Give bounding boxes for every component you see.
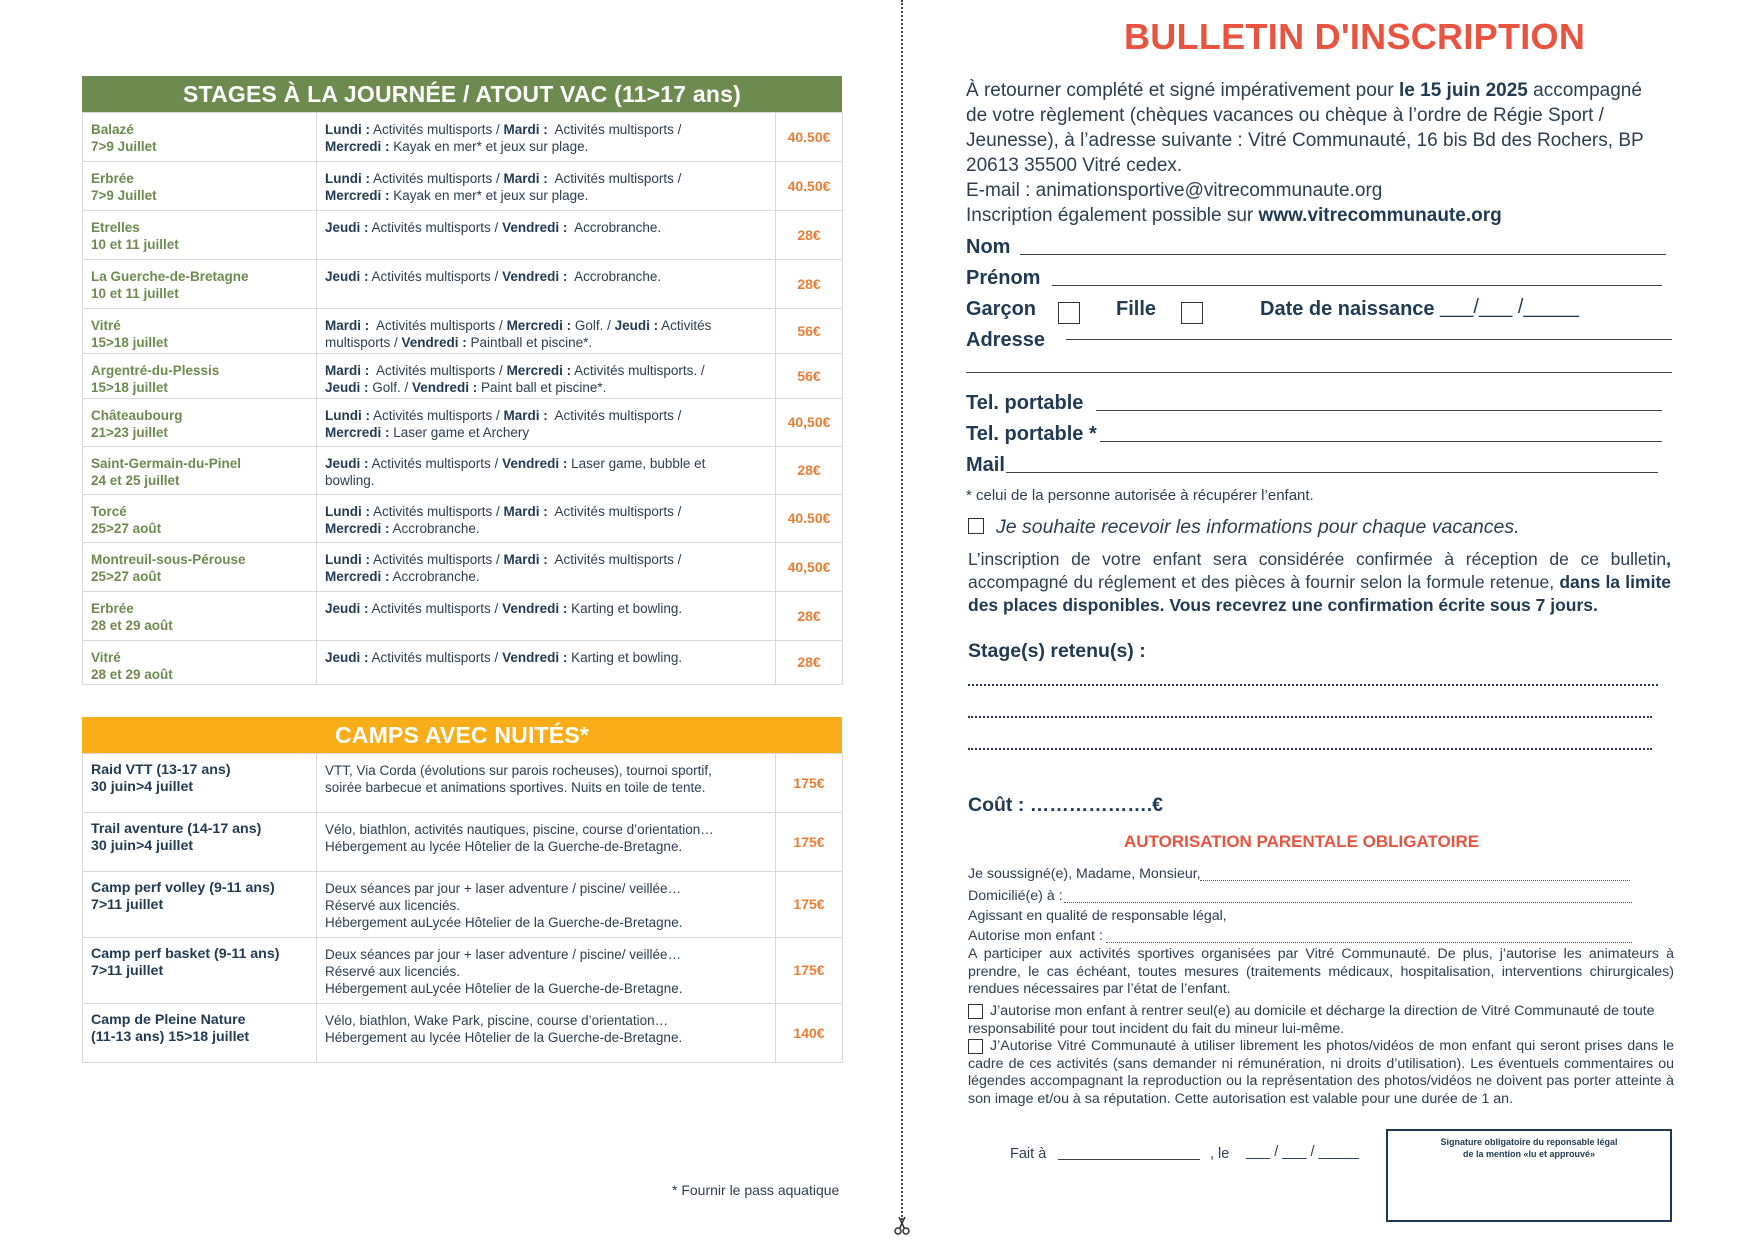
activity-text: Activités multisports /	[547, 408, 682, 423]
stage-activities	[317, 495, 776, 543]
fille-checkbox[interactable]	[1181, 302, 1203, 324]
activity-text: Activités multisports /	[368, 601, 503, 616]
activity-text: Laser game et Archery	[389, 425, 530, 440]
activity-day: Mardi :	[325, 318, 370, 333]
stage-price: 40.50€	[776, 495, 843, 543]
activity-line	[325, 187, 767, 204]
aquatic-footnote: * Fournir le pass aquatique	[672, 1182, 840, 1198]
camp-line: Deux séances par jour + laser adventure / piscine/ veillée…	[325, 947, 682, 962]
stage-place: Saint-Germain-du-Pinel	[91, 456, 242, 471]
stage-place: La Guerche-de-Bretagne	[91, 269, 249, 284]
stage-dates: 25>27 août	[91, 569, 162, 584]
soussigne-field[interactable]	[1200, 880, 1630, 881]
camp-line: Hébergement auLycée Hôtelier de la Guerche-de-Bretagne.	[325, 981, 683, 996]
stage-line-3[interactable]	[968, 748, 1652, 750]
stage-activities	[317, 399, 776, 447]
fait-a-label: Fait à	[1010, 1146, 1047, 1162]
stage-dates: 7>9 Juillet	[91, 139, 157, 154]
garcon-checkbox[interactable]	[1058, 302, 1080, 324]
camp-title: Raid VTT (13-17 ans)	[91, 762, 231, 778]
activity-line	[325, 649, 767, 666]
activity-line	[325, 317, 767, 334]
activity-text: Activités multisports /	[547, 122, 682, 137]
activity-text: Kayak en mer* et jeux sur plage.	[389, 139, 589, 154]
table-row	[83, 938, 843, 1004]
activity-text: Activités multisports /	[368, 456, 503, 471]
website-link[interactable]: www.vitrecommunaute.org	[1258, 205, 1502, 226]
signature-line-2: de la mention «lu et approuvé»	[1462, 1149, 1596, 1159]
activity-line	[325, 268, 767, 285]
activity-day: Vendredi :	[502, 269, 568, 284]
activity-day: Lundi :	[325, 171, 370, 186]
fille-label: Fille	[1116, 298, 1157, 320]
activity-day: Vendredi :	[502, 601, 568, 616]
activity-line	[325, 170, 767, 187]
camp-name	[83, 1004, 317, 1063]
camp-name	[83, 938, 317, 1004]
stage-price: 56€	[776, 354, 843, 399]
stage-location	[83, 641, 317, 685]
stage-line-2[interactable]	[968, 716, 1652, 718]
activity-text: Activités multisports /	[547, 504, 682, 519]
stage-location	[83, 592, 317, 641]
stage-location	[83, 447, 317, 495]
activity-text: Accrobranche.	[567, 269, 662, 284]
stage-location	[83, 495, 317, 543]
stage-price: 56€	[776, 309, 843, 354]
table-row	[83, 309, 843, 354]
stage-price: 28€	[776, 260, 843, 309]
stage-location	[83, 211, 317, 260]
soussigne-label: Je soussigné(e), Madame, Monsieur,	[968, 866, 1201, 882]
activity-line	[325, 334, 767, 351]
activity-line	[325, 379, 767, 396]
tel-label: Tel. portable	[966, 392, 1084, 414]
adresse-label: Adresse	[966, 329, 1045, 351]
activity-day: Vendredi :	[401, 335, 467, 350]
stage-price: 40,50€	[776, 543, 843, 592]
activity-text: Golf. /	[571, 318, 615, 333]
email-line: E-mail : animationsportive@vitrecommunaute.org	[966, 180, 1383, 201]
camp-dates: 30 juin>4 juillet	[91, 779, 194, 795]
activity-line	[325, 219, 767, 236]
activity-text: Accrobranche.	[389, 521, 480, 536]
stage-activities	[317, 447, 776, 495]
activity-text: Accrobranche.	[389, 569, 480, 584]
activity-day: Mercredi :	[506, 363, 572, 378]
activity-day: Jeudi :	[325, 269, 369, 284]
activity-line	[325, 121, 767, 138]
stage-place: Balazé	[91, 122, 134, 137]
activity-text: Activités multisports /	[369, 363, 507, 378]
activity-line	[325, 520, 767, 537]
activity-day: Lundi :	[325, 504, 370, 519]
activity-text: Activités multisports /	[547, 552, 682, 567]
camp-line: VTT, Via Corda (évolutions sur parois rocheuses), tournoi sportif,	[325, 763, 712, 778]
activity-line	[325, 138, 767, 155]
stage-activities	[317, 641, 776, 685]
stage-location	[83, 162, 317, 211]
prenom-label: Prénom	[966, 267, 1041, 289]
date-field[interactable]: ___ / ___ / _____	[1246, 1144, 1359, 1160]
activity-text: Activités multisports /	[369, 552, 504, 567]
activity-day: Mercredi :	[325, 425, 390, 440]
camp-dates: 7>11 juillet	[91, 963, 164, 979]
camp-line: Deux séances par jour + laser adventure / piscine/ veillée…	[325, 881, 682, 896]
activity-text: Activités multisports /	[369, 171, 504, 186]
activity-day: Mercredi :	[325, 569, 390, 584]
camps-table	[82, 753, 843, 1063]
domicile-label: Domicilié(e) à :	[968, 888, 1063, 904]
nom-label: Nom	[966, 236, 1011, 258]
camps-header: CAMPS AVEC NUITÉS*	[82, 717, 842, 753]
stage-location	[83, 399, 317, 447]
activity-text: bowling.	[325, 473, 375, 488]
confirm-part-3: dans la limite des places disponibles. Vous recevrez une confirmation écrite sous 7 jours.	[968, 572, 1672, 615]
left-page	[82, 76, 842, 1063]
info-checkbox[interactable]	[968, 518, 984, 534]
camp-description	[317, 1004, 776, 1063]
camp-price: 175€	[776, 754, 843, 813]
intro-line-4: 20613 35500 Vitré cedex.	[966, 155, 1183, 176]
activity-text: Activités multisports /	[369, 122, 504, 137]
asterisk-note: * celui de la personne autorisée à récupérer l’enfant.	[966, 487, 1314, 504]
stage-line-1[interactable]	[968, 684, 1658, 686]
camp-name	[83, 754, 317, 813]
activity-day: Lundi :	[325, 552, 370, 567]
stage-place: Vitré	[91, 318, 121, 333]
activity-line	[325, 472, 767, 489]
activity-text: Activités multisports /	[547, 171, 682, 186]
autorise-field[interactable]	[1106, 942, 1632, 943]
table-row	[83, 592, 843, 641]
camp-description	[317, 813, 776, 872]
table-row	[83, 872, 843, 938]
activity-text: Activités multisports. /	[571, 363, 705, 378]
activity-day: Mardi :	[503, 504, 548, 519]
activity-day: Jeudi :	[614, 318, 659, 333]
activity-day: Mardi :	[325, 363, 370, 378]
activity-line	[325, 424, 767, 441]
stage-activities	[317, 260, 776, 309]
camp-name	[83, 872, 317, 938]
activity-text: Laser game, bubble et	[567, 456, 706, 471]
garcon-label: Garçon	[966, 298, 1037, 320]
stage-dates: 15>18 juillet	[91, 335, 168, 350]
camp-title: Trail aventure (14-17 ans)	[91, 821, 262, 837]
signature-line-1: Signature obligatoire du reponsable légal	[1440, 1137, 1618, 1147]
stage-dates: 7>9 Juillet	[91, 188, 157, 203]
camp-line: Vélo, biathlon, activités nautiques, piscine, course d’orientation…	[325, 822, 714, 837]
scissors-icon	[892, 1216, 912, 1236]
stage-location	[83, 260, 317, 309]
table-row	[83, 754, 843, 813]
activity-day: Lundi :	[325, 122, 370, 137]
activity-text: Golf. /	[368, 380, 413, 395]
activity-day: Mercredi :	[325, 521, 390, 536]
camp-line: Réservé aux licenciés.	[325, 898, 461, 913]
stage-dates: 10 et 11 juillet	[91, 286, 179, 301]
camp-price: 175€	[776, 872, 843, 938]
table-row	[83, 813, 843, 872]
activity-day: Jeudi :	[325, 456, 369, 471]
camp-price: 175€	[776, 938, 843, 1004]
intro-line-1-end: accompagné	[1527, 80, 1642, 101]
stage-activities	[317, 543, 776, 592]
stage-activities	[317, 354, 776, 399]
adresse-field-1[interactable]	[1066, 339, 1672, 340]
stages-header: STAGES À LA JOURNÉE / ATOUT VAC (11>17 ans)	[82, 76, 842, 112]
stage-location	[83, 543, 317, 592]
mail-field[interactable]	[1006, 472, 1658, 473]
stage-dates: 25>27 août	[91, 521, 162, 536]
table-row	[83, 495, 843, 543]
activity-day: Mercredi :	[506, 318, 572, 333]
stage-place: Vitré	[91, 650, 121, 665]
intro-text	[966, 78, 1671, 228]
stage-dates: 15>18 juillet	[91, 380, 168, 395]
stage-dates: 24 et 25 juillet	[91, 473, 180, 488]
domicile-field[interactable]	[1064, 902, 1632, 903]
signature-caption	[1388, 1136, 1670, 1160]
activity-text: Paintball et piscine*.	[466, 335, 593, 350]
activity-text: Activités multisports /	[369, 318, 507, 333]
table-row	[83, 641, 843, 685]
camp-line: soirée barbecue et animations sportives. Nuits en toile de tente.	[325, 780, 706, 795]
stage-activities	[317, 592, 776, 641]
stages-table	[82, 112, 843, 685]
stage-activities	[317, 113, 776, 162]
activity-line	[325, 568, 767, 585]
table-row	[83, 447, 843, 495]
activity-day: Mardi :	[503, 408, 548, 423]
activity-day: Jeudi :	[325, 220, 369, 235]
activity-line	[325, 407, 767, 424]
camp-description	[317, 938, 776, 1004]
stage-dates: 28 et 29 août	[91, 667, 173, 682]
info-option-label: Je souhaite recevoir les informations pour chaque vacances.	[996, 516, 1520, 538]
stage-price: 28€	[776, 592, 843, 641]
table-row	[83, 211, 843, 260]
activity-text: Paint ball et piscine*.	[477, 380, 607, 395]
table-row	[83, 162, 843, 211]
stage-dates: 10 et 11 juillet	[91, 237, 179, 252]
stage-place: Erbrée	[91, 171, 134, 186]
participation-text: A participer aux activités sportives organisées par Vitré Communauté. De plus, j’autorise les animateurs à prendre, le cas échéant, toutes mesures (traitements médicaux, hospitalisation, interventions chirurgicales) rendues nécessaires par l’état de l’enfant.	[968, 946, 1674, 997]
intro-line-2: de votre règlement (chèques vacances ou chèque à l’ordre de Régie Sport /	[966, 105, 1604, 126]
stage-price: 40.50€	[776, 162, 843, 211]
signature-box[interactable]	[1386, 1129, 1672, 1222]
activity-text: Activités multisports /	[368, 220, 503, 235]
activity-day: Jeudi :	[325, 650, 369, 665]
activity-day: Vendredi :	[502, 650, 568, 665]
activity-day: Jeudi :	[325, 380, 369, 395]
activity-day: Mercredi :	[325, 139, 390, 154]
camp-title: Camp de Pleine Nature	[91, 1012, 246, 1028]
activity-line	[325, 600, 767, 617]
nom-field[interactable]	[1020, 254, 1666, 255]
stage-activities	[317, 162, 776, 211]
table-row	[83, 399, 843, 447]
cost-field[interactable]: Coût : ……………….€	[968, 794, 1163, 816]
auth-title: AUTORISATION PARENTALE OBLIGATOIRE	[1124, 832, 1480, 851]
camp-line: Hébergement au lycée Hôtelier de la Guerche-de-Bretagne.	[325, 839, 683, 854]
camp-line: Hébergement auLycée Hôtelier de la Guerche-de-Bretagne.	[325, 915, 683, 930]
stage-price: 28€	[776, 447, 843, 495]
activity-day: Vendredi :	[502, 220, 568, 235]
camp-title: Camp perf basket (9-11 ans)	[91, 946, 280, 962]
stages-label: Stage(s) retenu(s) :	[968, 640, 1146, 662]
intro-line-1: À retourner complété et signé impérativement pour	[966, 80, 1399, 101]
stage-price: 40,50€	[776, 399, 843, 447]
camp-description	[317, 754, 776, 813]
stage-price: 40.50€	[776, 113, 843, 162]
stage-price: 28€	[776, 641, 843, 685]
camp-price: 140€	[776, 1004, 843, 1063]
camp-dates: 7>11 juillet	[91, 897, 164, 913]
activity-day: Jeudi :	[325, 601, 369, 616]
stage-dates: 21>23 juillet	[91, 425, 168, 440]
tel-autorise-field[interactable]	[1100, 441, 1662, 442]
birthdate-field[interactable]: ___/___ /_____	[1440, 296, 1580, 318]
stage-place: Châteaubourg	[91, 408, 183, 423]
activity-text: Karting et bowling.	[567, 650, 683, 665]
activity-line	[325, 362, 767, 379]
confirm-comma: ,	[1666, 549, 1671, 569]
camp-line: Réservé aux licenciés.	[325, 964, 461, 979]
stage-place: Argentré-du-Plessis	[91, 363, 220, 378]
stage-price: 28€	[776, 211, 843, 260]
tel-autorise-label: Tel. portable *	[966, 423, 1097, 445]
fold-line	[901, 0, 903, 1220]
activity-line	[325, 503, 767, 520]
camp-title: Camp perf volley (9-11 ans)	[91, 880, 275, 896]
form-title: BULLETIN D'INSCRIPTION	[1124, 16, 1586, 57]
stage-dates: 28 et 29 août	[91, 618, 173, 633]
camp-line: Hébergement au lycée Hôtelier de la Guerche-de-Bretagne.	[325, 1030, 683, 1045]
activity-text: Activités multisports /	[368, 269, 503, 284]
photos-text: J’Autorise Vitré Communauté à utiliser librement les photos/vidéos de mon enfant qui seront prises dans le cadre de ces activités (sans demander ni rémunération, ni droits d’utilisation). Les éventuels commentaires ou légendes accompagnant la reproduction ou la représentation des photos/vidéos ne doivent pas porter atteinte à son image et/ou à sa réputation. Cette autorisation est valable pour une durée de 1 an.	[968, 1038, 1674, 1107]
activity-text: Karting et bowling.	[567, 601, 683, 616]
stage-location	[83, 309, 317, 354]
confirm-part-2: accompagné du réglement et des pièces à fournir selon la formule retenue,	[968, 572, 1560, 592]
stage-activities	[317, 309, 776, 354]
adresse-field-2[interactable]	[966, 372, 1672, 373]
confirmation-text	[968, 548, 1671, 617]
activity-day: Vendredi :	[502, 456, 568, 471]
camp-description	[317, 872, 776, 938]
camp-dates: 30 juin>4 juillet	[91, 838, 194, 854]
camp-line: Vélo, biathlon, Wake Park, piscine, course d’orientation…	[325, 1013, 669, 1028]
activity-text: Activités multisports /	[369, 408, 504, 423]
prenom-field[interactable]	[1052, 285, 1662, 286]
stage-place: Montreuil-sous-Pérouse	[91, 552, 246, 567]
activity-text: Activités	[658, 318, 712, 333]
activity-text: multisports /	[325, 335, 402, 350]
camp-name	[83, 813, 317, 872]
activity-line	[325, 551, 767, 568]
activity-day: Vendredi :	[412, 380, 478, 395]
stage-location	[83, 113, 317, 162]
activity-day: Mardi :	[503, 552, 548, 567]
stage-location	[83, 354, 317, 399]
activity-line	[325, 455, 767, 472]
activity-text: Activités multisports /	[369, 504, 504, 519]
activity-day: Mardi :	[503, 171, 548, 186]
stage-place: Etrelles	[91, 220, 140, 235]
activity-day: Mardi :	[503, 122, 548, 137]
autorise-label: Autorise mon enfant :	[968, 928, 1103, 944]
table-row	[83, 113, 843, 162]
birthdate-label: Date de naissance	[1260, 298, 1435, 320]
stage-activities	[317, 211, 776, 260]
le-label: , le	[1210, 1146, 1230, 1162]
activity-text: Accrobranche.	[567, 220, 662, 235]
tel-field[interactable]	[1096, 410, 1662, 411]
stage-place: Torcé	[91, 504, 127, 519]
activity-day: Lundi :	[325, 408, 370, 423]
rentrer-text: J’autorise mon enfant à rentrer seul(e) au domicile et décharge la direction de Vitré Communauté de toute responsabilité pour tout incident du fait du mineur lui-même.	[968, 1003, 1655, 1037]
camp-dates: (11-13 ans) 15>18 juillet	[91, 1029, 250, 1045]
activity-text: Activités multisports /	[368, 650, 503, 665]
table-row	[83, 543, 843, 592]
qualite-text: Agissant en qualité de responsable légal,	[968, 908, 1227, 924]
confirm-part-1: L’inscription de votre enfant sera considérée confirmée à réception de ce bulletin	[968, 549, 1667, 569]
table-row	[83, 354, 843, 399]
stage-place: Erbrée	[91, 601, 134, 616]
website-prefix: Inscription également possible sur	[966, 205, 1259, 226]
deadline-date: le 15 juin 2025	[1399, 80, 1528, 101]
intro-line-3: Jeunesse), à l’adresse suivante : Vitré Communauté, 16 bis Bd des Rochers, BP	[966, 130, 1644, 151]
table-row	[83, 260, 843, 309]
camp-price: 175€	[776, 813, 843, 872]
activity-day: Mercredi :	[325, 188, 390, 203]
table-row	[83, 1004, 843, 1063]
activity-text: Kayak en mer* et jeux sur plage.	[389, 188, 589, 203]
mail-label: Mail	[966, 454, 1005, 476]
fait-a-field[interactable]	[1058, 1159, 1200, 1160]
